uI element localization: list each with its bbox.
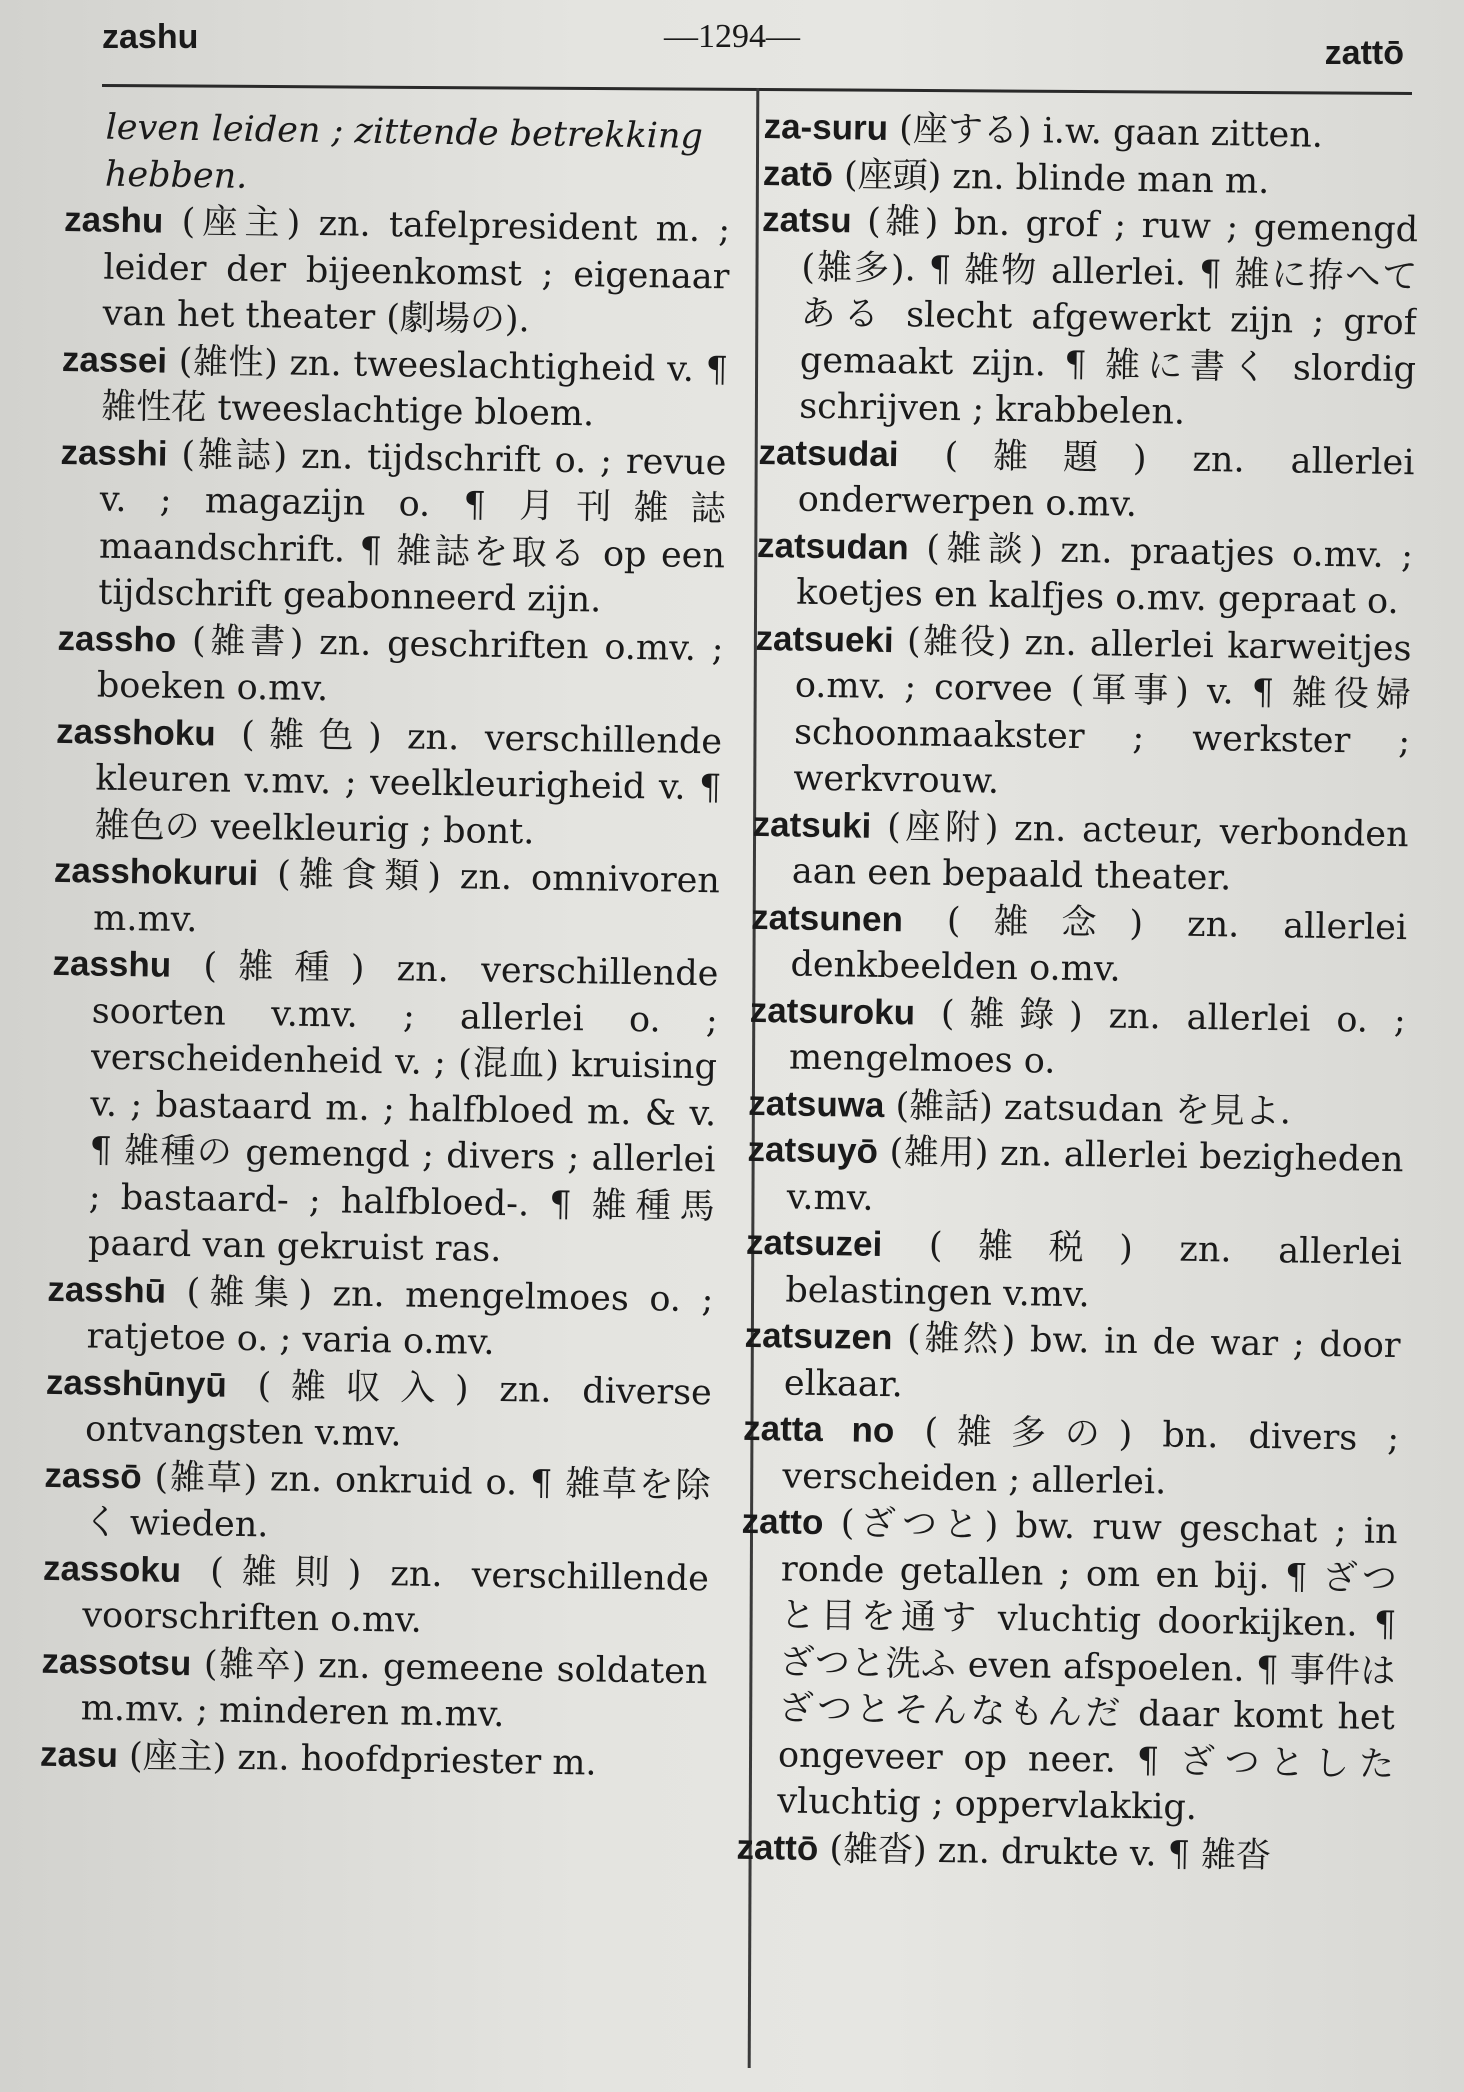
entry-definition: (座主) zn. tafelpresident m. ; leider der bijeenkomst ; eigenaar van het theater (劇場の). — [102, 201, 731, 341]
dictionary-entry — [757, 429, 1414, 532]
headword: zasshūnyū — [45, 1362, 228, 1405]
headword: zatsuzei — [745, 1222, 883, 1264]
headword: zatsudai — [758, 432, 899, 474]
entry-definition: (雑役) zn. allerlei karweitjes o.mv. ; corvee (軍事) v. ¶ 雑役婦 schoonmaakster ; werkster ; werkvrouw. — [793, 620, 1412, 802]
dictionary-entry — [58, 429, 727, 625]
headword: zassoku — [42, 1548, 182, 1590]
entry-definition: (座附) zn. acteur, verbonden aan een bepaald theater. — [791, 806, 1409, 899]
headword: zassō — [44, 1455, 143, 1496]
entry-definition: (雑誌) zn. tijdschrift o. ; revue v. ; magazijn o. ¶ 月刊雑誌 maandschrift. ¶ 雑誌を取る op een tijdschrift geabonneerd zijn. — [98, 434, 727, 621]
dictionary-entry — [40, 1731, 707, 1788]
dictionary-entry — [40, 1638, 707, 1741]
dictionary-entry — [749, 987, 1406, 1090]
headword: zatsuroku — [749, 990, 916, 1032]
entry-definition: (雑談) zn. praatjes o.mv. ; koetjes en kalfjes o.mv. gepraat o. — [796, 527, 1414, 623]
entry-definition: (雑念) zn. allerlei denkbeelden o.mv. — [790, 899, 1408, 990]
entry-definition: (雑草) zn. onkruid o. ¶ 雑草を除く wieden. — [83, 1456, 711, 1546]
headword: zatsunen — [750, 897, 904, 939]
dictionary-entry — [53, 848, 720, 951]
dictionary-entry — [737, 1499, 1398, 1835]
entry-definition: (雑多の) bn. divers ; verscheiden ; allerlei. — [782, 1411, 1400, 1502]
dictionary-entry — [752, 801, 1409, 904]
dictionary-entry — [46, 1266, 713, 1369]
dictionary-entry — [756, 522, 1413, 625]
headword: zatsuyō — [747, 1129, 879, 1171]
entry-definition: (雑食類) zn. omnivoren m.mv. — [92, 854, 721, 940]
entry-definition: (座する) i.w. gaan zitten. — [887, 108, 1324, 156]
entry-definition: (雑然) bw. in de war ; door elkaar. — [783, 1318, 1401, 1405]
entry-definition: (座主) zn. hoofdpriester m. — [117, 1735, 597, 1784]
entry-definition: (座頭) zn. blinde man m. — [832, 154, 1270, 202]
running-head-left: zashu — [102, 18, 199, 56]
headword: zasu — [39, 1734, 119, 1775]
headword: zashu — [63, 199, 164, 241]
headword: zassotsu — [41, 1641, 192, 1683]
headword: za-suru — [763, 106, 889, 148]
dictionary-entry — [750, 894, 1407, 997]
headword: zatsudan — [756, 525, 910, 567]
entry-definition: (雑税) zn. allerlei belastingen v.mv. — [785, 1225, 1403, 1315]
entry-definition: (雑収入) zn. diverse ontvangsten v.mv. — [84, 1365, 713, 1455]
headword: zassei — [61, 339, 168, 381]
running-head-right: zattō — [1324, 34, 1404, 72]
entry-definition: (雑用) zn. allerlei bezigheden v.mv. — [786, 1131, 1404, 1219]
dictionary-entry — [753, 615, 1412, 811]
headword: zasshu — [52, 943, 172, 985]
headword: zasshoku — [55, 711, 216, 753]
headword: zatto — [741, 1501, 824, 1543]
page-number: —1294— — [664, 18, 800, 55]
left-column — [35, 104, 732, 2089]
entry-definition: (雑書) zn. geschriften o.mv. ; boeken o.mv. — [96, 620, 724, 710]
headword: zatsuki — [752, 804, 872, 846]
entry-definition: (雑錄) zn. allerlei o. ; mengelmoes o. — [788, 992, 1406, 1082]
headword: zassho — [57, 618, 177, 660]
entry-definition: (雑集) zn. mengelmoes o. ; ratjetoe o. ; varia o.mv. — [86, 1271, 714, 1363]
dictionary-entry — [48, 941, 719, 1277]
headword: zatsu — [761, 199, 852, 241]
entry-definition: (雑色) zn. verschillende kleuren v.mv. ; veelkleurigheid v. ¶ 雑色の veelkleurig ; bont. — [94, 713, 723, 852]
entry-definition: (雑沓) zn. drukte v. ¶ 雑沓 — [817, 1828, 1272, 1876]
dictionary-entry — [744, 1313, 1401, 1416]
headword: zasshokurui — [53, 850, 259, 894]
entry-definition: (雑則) zn. verschillende voorschriften o.mv. — [81, 1550, 710, 1641]
dictionary-entry — [742, 1406, 1399, 1509]
headword: zatsueki — [755, 618, 895, 660]
headword: zasshi — [60, 432, 168, 474]
dictionary-entry — [43, 1452, 710, 1555]
dictionary-entry — [759, 197, 1419, 440]
dictionary-entry — [61, 336, 728, 439]
dictionary-entry — [45, 1359, 712, 1462]
headword: zatta no — [742, 1408, 895, 1451]
entry-definition: (雑) bn. grof ; ruw ; gemengd (雑多). ¶ 雑物 allerlei. ¶ 雑に拵へてある slecht afgewerkt zijn ; grof gemaakt zijn. ¶ 雑に書く slordig schrijven ; krabbelen. — [798, 201, 1419, 433]
dictionary-entry — [736, 1824, 1393, 1881]
entry-definition: (雑性) zn. tweeslachtigheid v. ¶ 雑性花 tweeslachtige bloem. — [100, 341, 729, 435]
headword: zatsuwa — [748, 1083, 885, 1125]
headword: zatō — [762, 153, 834, 194]
entry-definition: (雑種) zn. verschillende soorten v.mv. ; allerlei o. ; verscheidenheid v. ; (混血) kruising v. ; bastaard m. ; halfbloed m. & v. ¶ 雑種の gemengd ; divers ; allerlei ; bastaard- ; halfbloed-. ¶ 雑種馬 paard van gekruist ras. — [87, 945, 719, 1270]
dictionary-entry — [42, 1545, 709, 1648]
dictionary-entry — [54, 708, 722, 858]
headword: zatsuzen — [744, 1315, 893, 1358]
entry-definition: (雑話) zatsudan を見よ. — [884, 1085, 1292, 1132]
headword: zattō — [736, 1827, 819, 1868]
right-column — [733, 104, 1420, 2089]
dictionary-entry — [62, 197, 730, 347]
headword: zasshū — [47, 1269, 167, 1311]
dictionary-entry — [746, 1127, 1403, 1230]
entry-definition: (ざつと) bw. ruw geschat ; in ronde getallen ; om en bij. ¶ ざつと目を通す vluchtig doorkijken. ¶ ざつと洗ふ even afspoelen. ¶ 事件はざつとそんなもんだ daar komt het ongeveer op neer. ¶ ざつとした vluchtig ; oppervlakkig. — [777, 1503, 1398, 1829]
entry-continuation — [65, 104, 732, 207]
entry-definition: (雑題) zn. allerlei onderwerpen o.mv. — [797, 434, 1415, 525]
continuation-text: leven leiden ; zittende betrekking hebben. — [104, 107, 704, 197]
dictionary-entry — [57, 615, 724, 718]
dictionary-entry — [745, 1220, 1402, 1323]
entry-definition: (雑卒) zn. gemeene soldaten m.mv. ; minderen m.mv. — [80, 1643, 708, 1736]
